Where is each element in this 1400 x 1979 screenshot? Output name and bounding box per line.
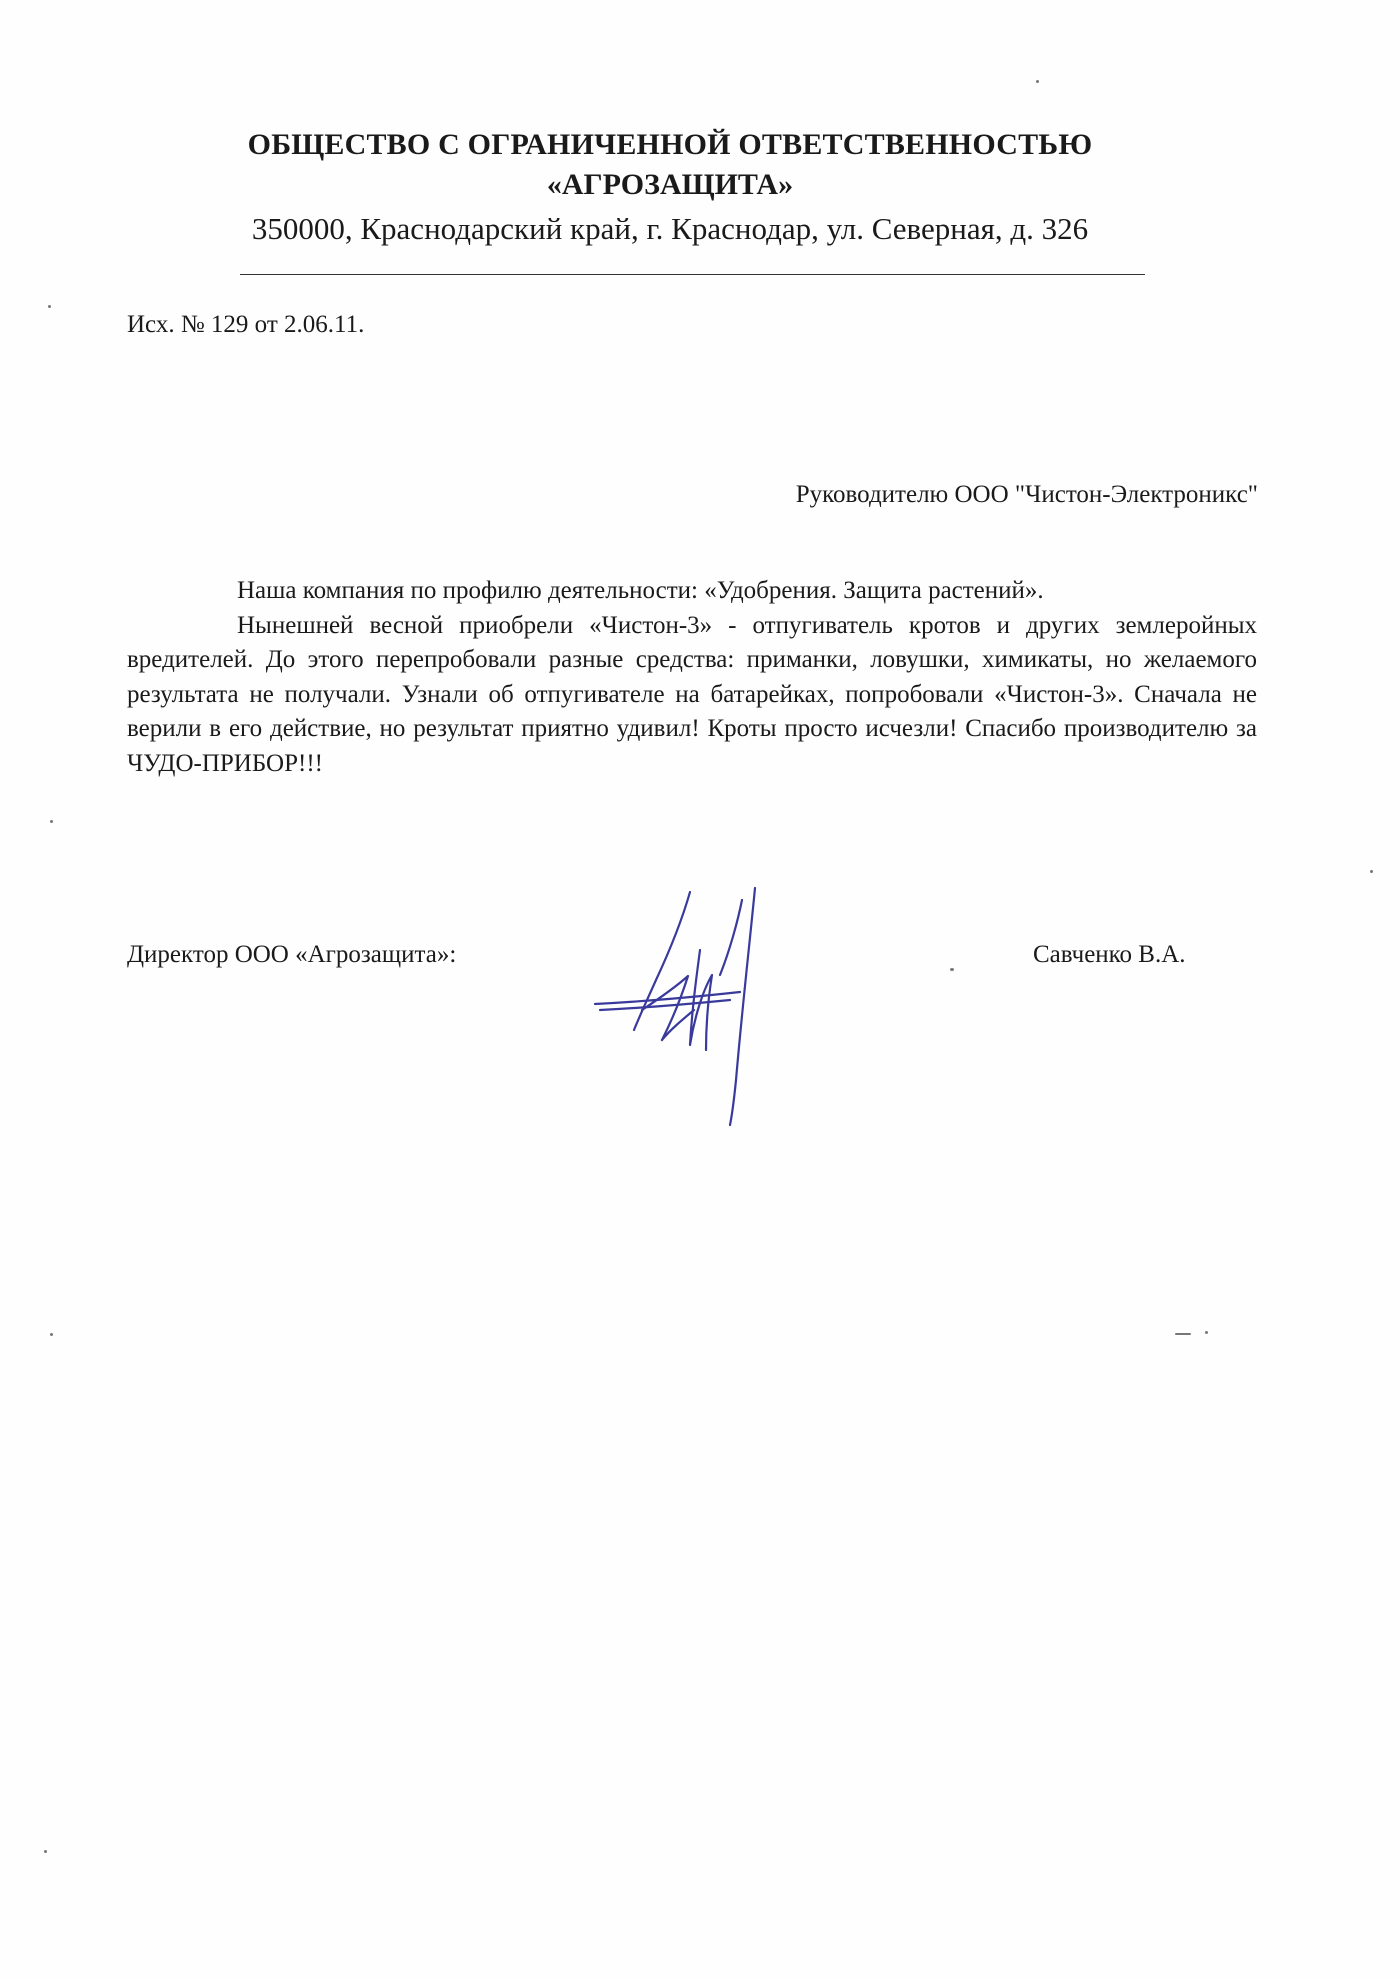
body-paragraph: Нынешней весной приобрели «Чистон-3» - отпугиватель кротов и других землеройных вредителей. До этого перепробовали разные средства: приманки, ловушки, химикаты, но желаемого результата не получали. Узнали об отпугивателе на батарейках, попробовали «Чистон-3». Сначала не верили в его действие, но результат приятно удивил! Кроты просто исчезли! Спасибо производителю за ЧУДО-ПРИБОР!!! [127,611,1257,777]
scan-speck [1036,80,1039,83]
scan-speck [50,820,53,823]
scan-speck [48,305,51,308]
handwritten-signature [590,880,810,1130]
scan-speck [1175,1333,1191,1335]
signatory-name: Савченко В.А. [1033,941,1186,968]
addressee: Руководителю ООО "Чистон-Электроникс" [795,481,1258,508]
letterhead [190,125,1150,251]
scan-speck [1370,870,1373,873]
organization-short-name: «АГРОЗАЩИТА» [546,168,794,201]
letterhead-divider [240,274,1145,275]
signatory-title: Директор ООО «Агрозащита»: [127,941,457,968]
scan-speck [1205,1331,1208,1334]
scan-speck [44,1850,47,1853]
scan-speck [950,968,954,971]
letter-body [127,574,1257,781]
organization-address: 350000, Краснодарский край, г. Краснодар, ул. Северная, д. 326 [251,211,1089,246]
organization-name: ОБЩЕСТВО С ОГРАНИЧЕННОЙ ОТВЕТСТВЕННОСТЬЮ [247,128,1093,161]
scan-speck [50,1333,53,1336]
body-paragraph: Наша компания по профилю деятельности: «Удобрения. Защита растений». [237,577,1044,604]
outgoing-reference: Исх. № 129 от 2.06.11. [127,311,365,338]
